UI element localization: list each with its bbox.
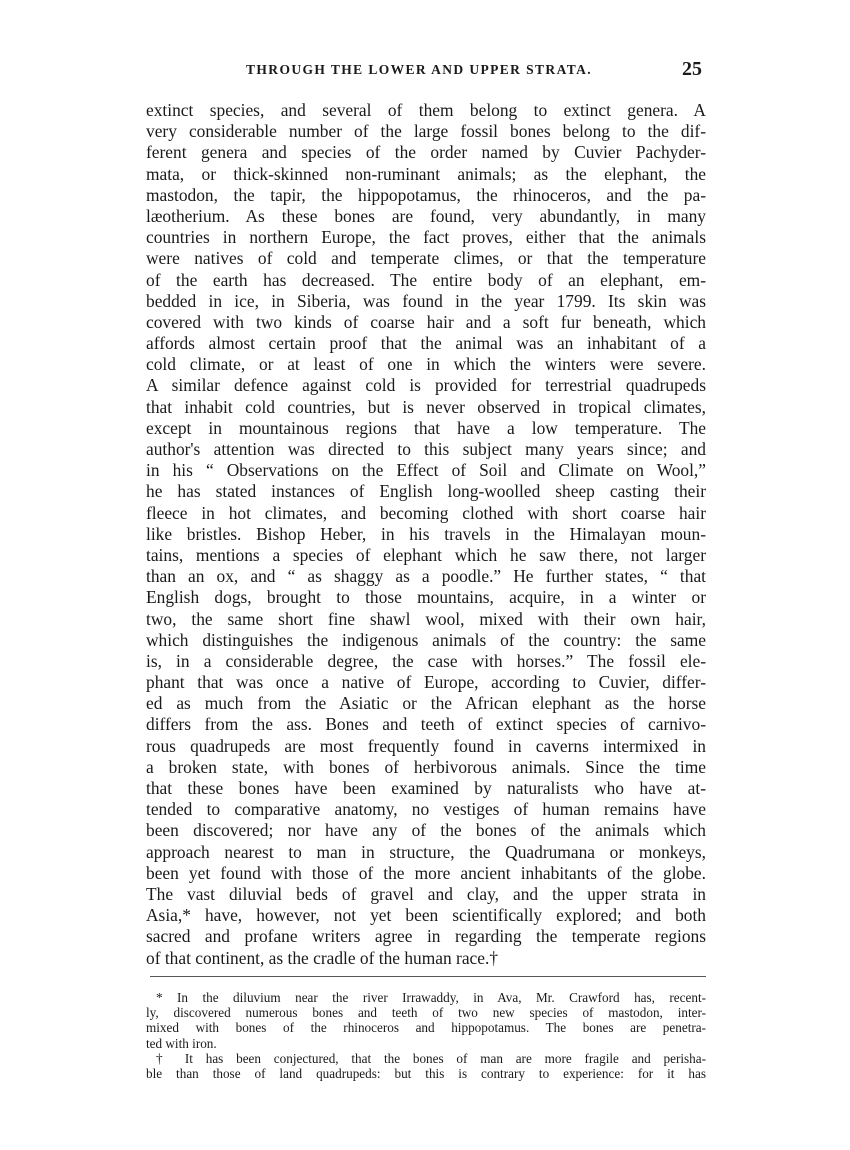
body-line: very considerable number of the large fossil bones belong to the dif- [146,121,706,142]
body-line: sacred and profane writers agree in regarding the temperate regions [146,926,706,947]
body-line: approach nearest to man in structure, the Quadrumana or monkeys, [146,841,706,862]
footnote-line: ly, discovered numerous bones and teeth of two new species of mastodon, inter- [146,1005,706,1021]
body-line: were natives of cold and temperate climes, or that the temperature [146,248,706,269]
body-line: a broken state, with bones of herbivorous animals. Since the time [146,756,706,777]
body-line: differs from the ass. Bones and teeth of extinct species of carnivo- [146,714,706,735]
footnote-line: ble than those of land quadrupeds: but this is contrary to experience: for it has [146,1065,706,1081]
body-line: which distinguishes the indigenous animals of the country: the same [146,629,706,650]
body-text [146,100,706,969]
body-line: covered with two kinds of coarse hair and a soft fur beneath, which [146,311,706,332]
body-line: is, in a considerable degree, the case with horses.” The fossil ele- [146,650,706,671]
body-line: rous quadrupeds are most frequently found in caverns intermixed in [146,735,706,756]
footnote-line: ted with iron. [146,1035,217,1051]
body-line: that these bones have been examined by naturalists who have at- [146,778,706,798]
body-line: The vast diluvial beds of gravel and clay, and the upper strata in [146,883,706,904]
body-line: phant that was once a native of Europe, according to Cuvier, differ- [146,672,706,693]
body-line: of the earth has decreased. The entire body of an elephant, em- [146,269,706,290]
footnote-line: * In the diluvium near the river Irrawaddy, in Ava, Mr. Crawford has, recent- [156,990,706,1005]
body-line: extinct species, and several of them belong to extinct genera. A [146,100,706,120]
body-line: mastodon, the tapir, the hippopotamus, the rhinoceros, and the pa- [146,184,706,205]
body-line: tended to comparative anatomy, no vestiges of human remains have [146,799,706,820]
body-line: bedded in ice, in Siberia, was found in the year 1799. Its skin was [146,290,706,311]
page-number: 25 [682,58,702,80]
body-line: been yet found with those of the more ancient inhabitants of the globe. [146,862,706,883]
running-title: THROUGH THE LOWER AND UPPER STRATA. [246,62,593,77]
body-line: cold climate, or at least of one in which the winters were severe. [146,354,706,375]
body-line: of that continent, as the cradle of the human race.† [146,947,499,968]
body-line: A similar defence against cold is provided for terrestrial quadrupeds [146,375,706,396]
body-line: tains, mentions a species of elephant which he saw there, not larger [146,544,706,565]
running-head [146,58,706,86]
body-line: affords almost certain proof that the animal was an inhabitant of a [146,333,706,354]
body-line: mata, or thick-skinned non-ruminant animals; as the elephant, the [146,163,706,184]
body-line: except in mountainous regions that have a low temperature. The [146,417,706,438]
body-line: ferent genera and species of the order named by Cuvier Pachyder- [146,142,706,163]
body-line: fleece in hot climates, and becoming clothed with short coarse hair [146,502,706,523]
body-line: like bristles. Bishop Heber, in his travels in the Himalayan moun- [146,523,706,544]
body-line: he has stated instances of English long-woolled sheep casting their [146,481,706,502]
footnote-line: mixed with bones of the rhinoceros and hippopotamus. The bones are penetra- [146,1020,706,1036]
body-line: than an ox, and “ as shaggy as a poodle.” He further states, “ that [146,566,706,587]
body-line: author's attention was directed to this subject many years since; and [146,439,706,459]
body-line: Asia,* have, however, not yet been scientifically explored; and both [146,905,706,926]
body-line: English dogs, brought to those mountains, acquire, in a winter or [146,587,706,608]
body-line: two, the same short fine shawl wool, mixed with their own hair, [146,608,706,629]
body-line: that inhabit cold countries, but is never observed in tropical climates, [146,396,706,417]
body-line: been discovered; nor have any of the bones of the animals which [146,820,706,841]
footnote-line: † It has been conjectured, that the bones of man are more fragile and perisha- [156,1050,706,1066]
footnotes [146,990,706,1081]
body-line: countries in northern Europe, the fact proves, either that the animals [146,227,706,248]
body-line: læotherium. As these bones are found, very abundantly, in many [146,205,706,226]
footnote-divider [150,976,706,977]
body-line: ed as much from the Asiatic or the African elephant as the horse [146,693,706,714]
body-line: in his “ Observations on the Effect of Soil and Climate on Wool,” [146,460,706,481]
